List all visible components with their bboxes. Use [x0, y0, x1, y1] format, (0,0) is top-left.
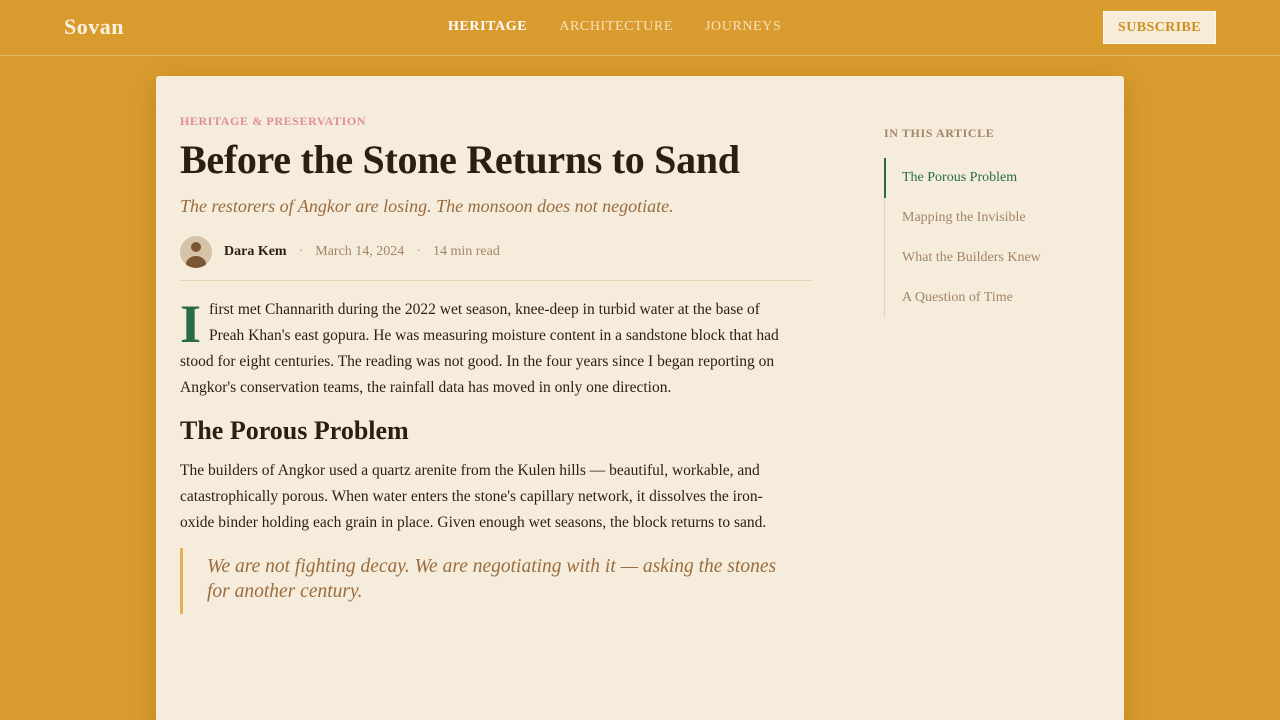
pull-quote: We are not fighting decay. We are negotiating with it — asking the stones for another century. [180, 548, 792, 614]
toc-item-question-of-time[interactable]: A Question of Time [902, 290, 1013, 305]
toc-item-mapping-invisible[interactable]: Mapping the Invisible [902, 210, 1026, 225]
divider [180, 280, 812, 281]
nav-link-architecture[interactable]: ARCHITECTURE [559, 19, 673, 34]
intro-paragraph [180, 294, 790, 401]
author-name[interactable]: Dara Kem [224, 244, 287, 259]
nav-link-journeys[interactable]: JOURNEYS [705, 19, 782, 34]
table-of-contents [884, 158, 1084, 318]
byline-separator: · [298, 244, 304, 259]
author-avatar-icon[interactable] [180, 236, 212, 268]
publish-date: March 14, 2024 [315, 244, 405, 259]
nav-link-heritage[interactable]: HERITAGE [448, 19, 528, 34]
article-card [156, 76, 1124, 720]
toc-item-porous-problem[interactable]: The Porous Problem [884, 158, 1084, 198]
top-navigation-bar [0, 0, 1280, 56]
article-title: Before the Stone Returns to Sand [180, 137, 740, 182]
section-heading: The Porous Problem [180, 416, 409, 445]
read-time: 14 min read [432, 244, 500, 259]
main-nav [448, 19, 781, 35]
toc-item-builders-knew[interactable]: What the Builders Knew [902, 250, 1041, 265]
intro-text: first met Channarith during the 2022 wet season, knee-deep in turbid water at the base of Preah Khan's east gopura. He was measuring moisture content in a sandstone block that had stood for eight centuries. The reading was not good. In the four years since I began reporting on Angkor's conservation teams, the rainfall data has moved in only one direction. [180, 301, 779, 396]
subscribe-button[interactable]: SUBSCRIBE [1103, 11, 1216, 44]
site-logo[interactable]: Sovan [64, 14, 124, 39]
article-category[interactable]: HERITAGE & PRESERVATION [180, 114, 367, 128]
article-subtitle: The restorers of Angkor are losing. The monsoon does not negotiate. [180, 196, 674, 216]
byline-separator: · [416, 244, 421, 259]
drop-cap: I [180, 294, 202, 354]
toc-heading: IN THIS ARTICLE [884, 126, 995, 140]
byline [180, 236, 500, 268]
body-paragraph: The builders of Angkor used a quartz arenite from the Kulen hills — beautiful, workable, and catastrophically porous. When water enters the stone's capillary network, it dissolves the iron-oxide binder holding each grain in place. Given enough wet seasons, the block returns to sand. [180, 462, 767, 531]
